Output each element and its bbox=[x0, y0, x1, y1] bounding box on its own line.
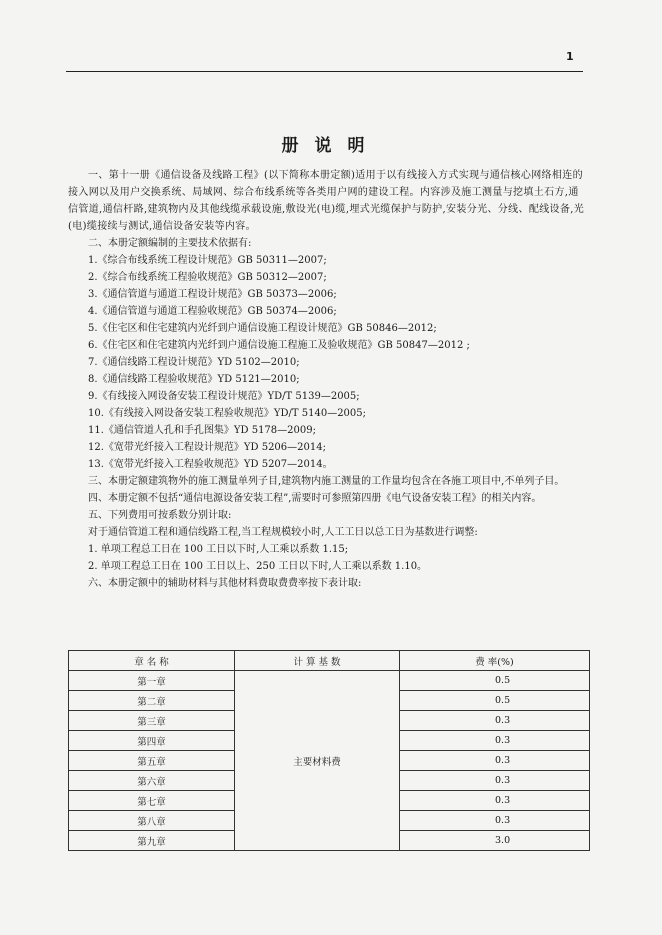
table-header-row bbox=[69, 651, 590, 671]
rate-cell: 3.0 bbox=[400, 831, 590, 851]
chapter-cell: 第五章 bbox=[69, 751, 235, 771]
rate-cell: 0.3 bbox=[400, 791, 590, 811]
material-rate-table bbox=[68, 650, 590, 851]
coefficient-item: 1. 单项工程总工日在 100 工日以下时,人工乘以系数 1.15; bbox=[88, 544, 349, 555]
chapter-cell: 第六章 bbox=[69, 771, 235, 791]
coefficient-item: 2. 单项工程总工日在 100 工日以上、250 工日以下时,人工乘以系数 1.10。 bbox=[88, 561, 428, 572]
reference-item: 7.《通信线路工程设计规范》YD 5102—2010; bbox=[88, 357, 300, 368]
header-rule bbox=[66, 71, 583, 72]
reference-item: 4.《通信管道与通道工程验收规范》GB 50374—2006; bbox=[88, 306, 337, 317]
reference-item: 9.《有线接入网设备安装工程设计规范》YD/T 5139—2005; bbox=[88, 391, 360, 402]
basis-cell: 主要材料费 bbox=[235, 671, 400, 851]
reference-item: 1.《综合布线系统工程设计规范》GB 50311—2007; bbox=[88, 255, 327, 266]
rate-cell: 0.3 bbox=[400, 731, 590, 751]
chapter-cell: 第七章 bbox=[69, 791, 235, 811]
rate-cell: 0.3 bbox=[400, 711, 590, 731]
reference-item: 10.《有线接入网设备安装工程验收规范》YD/T 5140—2005; bbox=[88, 408, 367, 419]
paragraph-survey: 三、本册定额建筑物外的施工测量单列子目,建筑物内施工测量的工作量均包含在各施工项目中,不单列子目。 bbox=[88, 476, 565, 487]
rate-cell: 0.5 bbox=[400, 691, 590, 711]
rate-cell: 0.3 bbox=[400, 751, 590, 771]
table-row bbox=[69, 671, 590, 691]
paragraph-scope: 一、第十一册《通信设备及线路工程》(以下简称本册定额)适用于以有线接入方式实现与通信核心网络相连的接入网以及用户交换系统、局域网、综合布线系统等各类用户网的建设工程。内容涉及施工测量与挖填土石方,通信管道,通信杆路,建筑物内及其他线缆承载设施,敷设光(电)缆,埋式光缆保护与防护,安装分光、分线、配线设备,光(电)缆接续与测试,通信设备安装等内容。 bbox=[68, 170, 585, 232]
reference-item: 2.《综合布线系统工程验收规范》GB 50312—2007; bbox=[88, 272, 327, 283]
reference-item: 8.《通信线路工程验收规范》YD 5121—2010; bbox=[88, 374, 300, 385]
body-text bbox=[68, 167, 588, 592]
paragraph-exclusion: 四、本册定额不包括“通信电源设备安装工程”,需要时可参照第四册《电气设备安装工程》的相关内容。 bbox=[88, 493, 542, 504]
paragraph-coefficients: 五、下列费用可按系数分别计取: bbox=[88, 510, 232, 521]
chapter-cell: 第一章 bbox=[69, 671, 235, 691]
header-rate: 费 率(%) bbox=[400, 651, 590, 671]
reference-item: 12.《宽带光纤接入工程设计规范》YD 5206—2014; bbox=[88, 442, 326, 453]
reference-item: 11.《通信管道人孔和手孔图集》YD 5178—2009; bbox=[88, 425, 316, 436]
rate-cell: 0.3 bbox=[400, 771, 590, 791]
chapter-cell: 第三章 bbox=[69, 711, 235, 731]
header-basis: 计 算 基 数 bbox=[235, 651, 400, 671]
reference-item: 6.《住宅区和住宅建筑内光纤到户通信设施工程施工及验收规范》GB 50847—2012 ; bbox=[88, 340, 470, 351]
reference-item: 3.《通信管道与通道工程设计规范》GB 50373—2006; bbox=[88, 289, 337, 300]
chapter-cell: 第九章 bbox=[69, 831, 235, 851]
chapter-cell: 第四章 bbox=[69, 731, 235, 751]
rate-cell: 0.3 bbox=[400, 811, 590, 831]
page-title: 册说明 bbox=[281, 136, 381, 156]
paragraph-basis-intro: 二、本册定额编制的主要技术依据有: bbox=[88, 238, 252, 249]
chapter-cell: 第二章 bbox=[69, 691, 235, 711]
paragraph-adjustment: 对于通信管道工程和通信线路工程,当工程规模较小时,人工工日以总工日为基数进行调整: bbox=[88, 527, 478, 538]
chapter-cell: 第八章 bbox=[69, 811, 235, 831]
header-chapter: 章 名 称 bbox=[69, 651, 235, 671]
page-number: 1 bbox=[566, 50, 574, 63]
reference-item: 5.《住宅区和住宅建筑内光纤到户通信设施工程设计规范》GB 50846—2012; bbox=[88, 323, 437, 334]
paragraph-material-rates: 六、本册定额中的辅助材料与其他材料费取费费率按下表计取: bbox=[88, 578, 362, 589]
reference-item: 13.《宽带光纤接入工程验收规范》YD 5207—2014。 bbox=[88, 459, 333, 470]
rate-cell: 0.5 bbox=[400, 671, 590, 691]
